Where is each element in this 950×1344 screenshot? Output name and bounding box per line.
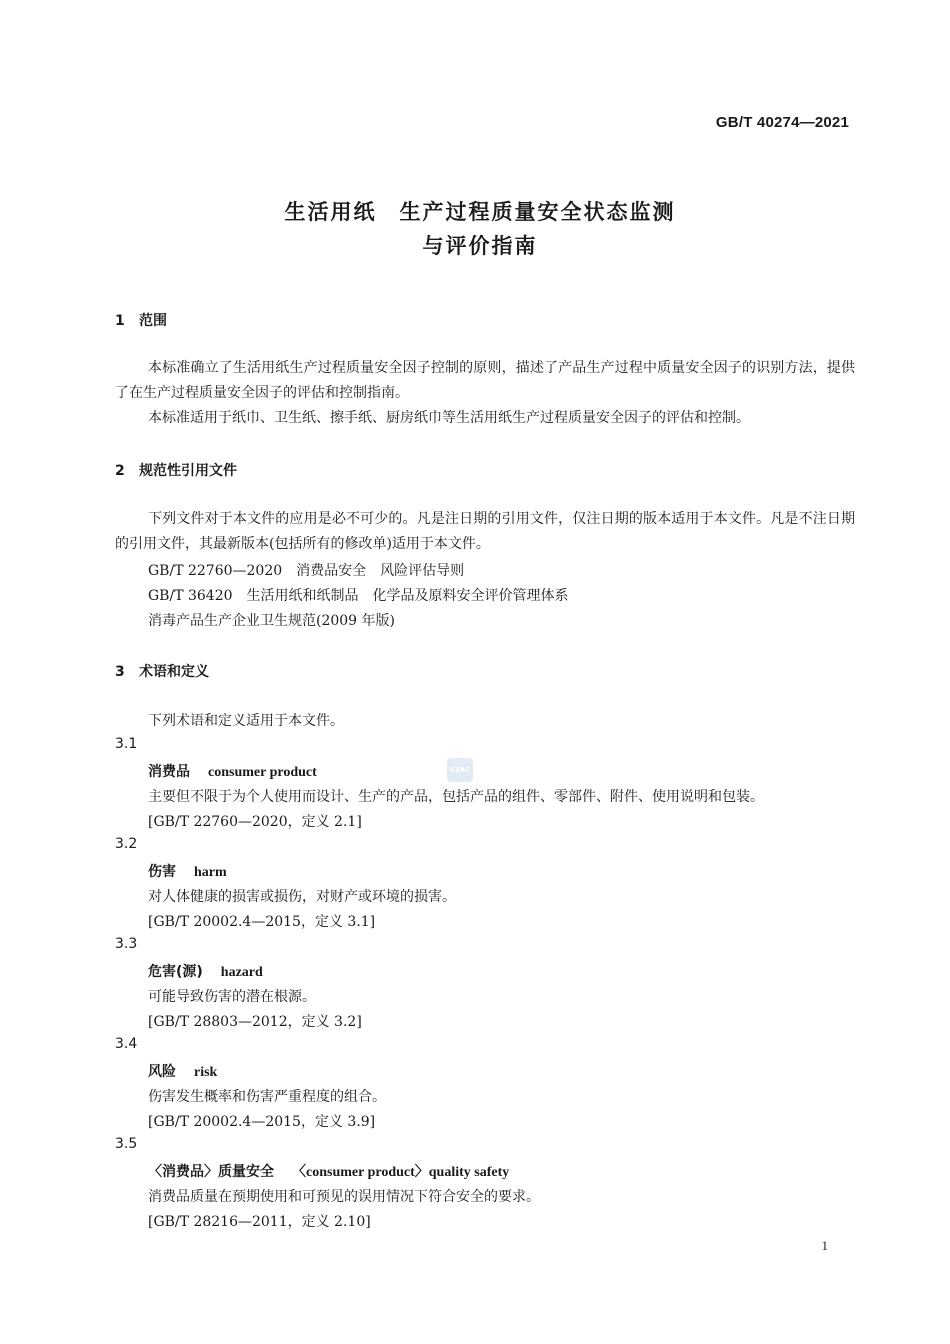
term-chinese: 消费品 [148, 764, 190, 780]
term-source: [GB/T 20002.4—2015，定义 3.1] [148, 914, 376, 930]
page-number: 1 [821, 1238, 828, 1253]
term-number: 3.2 [115, 836, 138, 852]
reference-item: GB/T 22760—2020 消费品安全 风险评估导则 [148, 563, 465, 579]
term-english: consumer product [208, 765, 317, 780]
document-title-line1: 生活用纸 生产过程质量安全状态监测 [284, 200, 676, 224]
term-english: risk [194, 1065, 218, 1080]
watermark-logo: SZAC [447, 758, 473, 782]
term-definition: 可能导致伤害的潜在根源。 [148, 989, 316, 1005]
term-english: harm [194, 865, 227, 880]
term-name [148, 861, 227, 881]
term-name [148, 1161, 509, 1181]
section-number: 1 [115, 313, 125, 329]
reference-item: GB/T 36420 生活用纸和纸制品 化学品及原料安全评价管理体系 [148, 588, 569, 604]
section-heading-terms [115, 661, 209, 681]
term-english: hazard [220, 965, 263, 980]
term-definition: 伤害发生概率和伤害严重程度的组合。 [148, 1089, 386, 1105]
section-number: 2 [115, 463, 125, 479]
term-source: [GB/T 28216—2011，定义 2.10] [148, 1214, 371, 1230]
section-title: 术语和定义 [139, 664, 209, 680]
term-source: [GB/T 28803—2012，定义 3.2] [148, 1014, 362, 1030]
reference-item: 消毒产品生产企业卫生规范(2009 年版) [148, 613, 396, 629]
term-definition: 主要但不限于为个人使用而设计、生产的产品，包括产品的组件、零部件、附件、使用说明和包装。 [148, 789, 764, 805]
section-heading-normative-references [115, 460, 237, 480]
term-source: [GB/T 22760—2020，定义 2.1] [148, 814, 362, 830]
paragraph: 下列术语和定义适用于本文件。 [148, 713, 344, 729]
term-definition: 消费品质量在预期使用和可预见的误用情况下符合安全的要求。 [148, 1189, 540, 1205]
term-number: 3.3 [115, 936, 138, 952]
term-english: 〈consumer product〉quality safety [292, 1165, 510, 1180]
term-number: 3.5 [115, 1136, 138, 1152]
paragraph: 本标准确立了生活用纸生产过程质量安全因子控制的原则，描述了产品生产过程中质量安全因子的识别方法，提供了在生产过程质量安全因子的评估和控制指南。 [115, 360, 855, 401]
section-number: 3 [115, 664, 125, 680]
paragraph: 本标准适用于纸巾、卫生纸、擦手纸、厨房纸巾等生活用纸生产过程质量安全因子的评估和控制。 [148, 410, 750, 426]
term-definition: 对人体健康的损害或损伤，对财产或环境的损害。 [148, 889, 456, 905]
paragraph: 下列文件对于本文件的应用是必不可少的。凡是注日期的引用文件，仅注日期的版本适用于本文件。凡是不注日期的引用文件，其最新版本(包括所有的修改单)适用于本文件。 [115, 511, 855, 552]
term-name [148, 1061, 217, 1081]
term-chinese: 〈消费品〉质量安全 [148, 1164, 274, 1180]
term-chinese: 风险 [148, 1064, 176, 1080]
section-title: 规范性引用文件 [139, 463, 237, 479]
term-name [148, 961, 263, 981]
term-number: 3.1 [115, 736, 138, 752]
section-heading-scope [115, 310, 167, 330]
term-number: 3.4 [115, 1036, 138, 1052]
section-title: 范围 [139, 313, 167, 329]
standard-code: GB/T 40274—2021 [715, 114, 849, 131]
term-chinese: 危害(源) [148, 964, 203, 980]
term-chinese: 伤害 [148, 864, 176, 880]
term-name [148, 761, 317, 781]
document-title-line2: 与评价指南 [422, 234, 538, 258]
term-source: [GB/T 20002.4—2015，定义 3.9] [148, 1114, 376, 1130]
